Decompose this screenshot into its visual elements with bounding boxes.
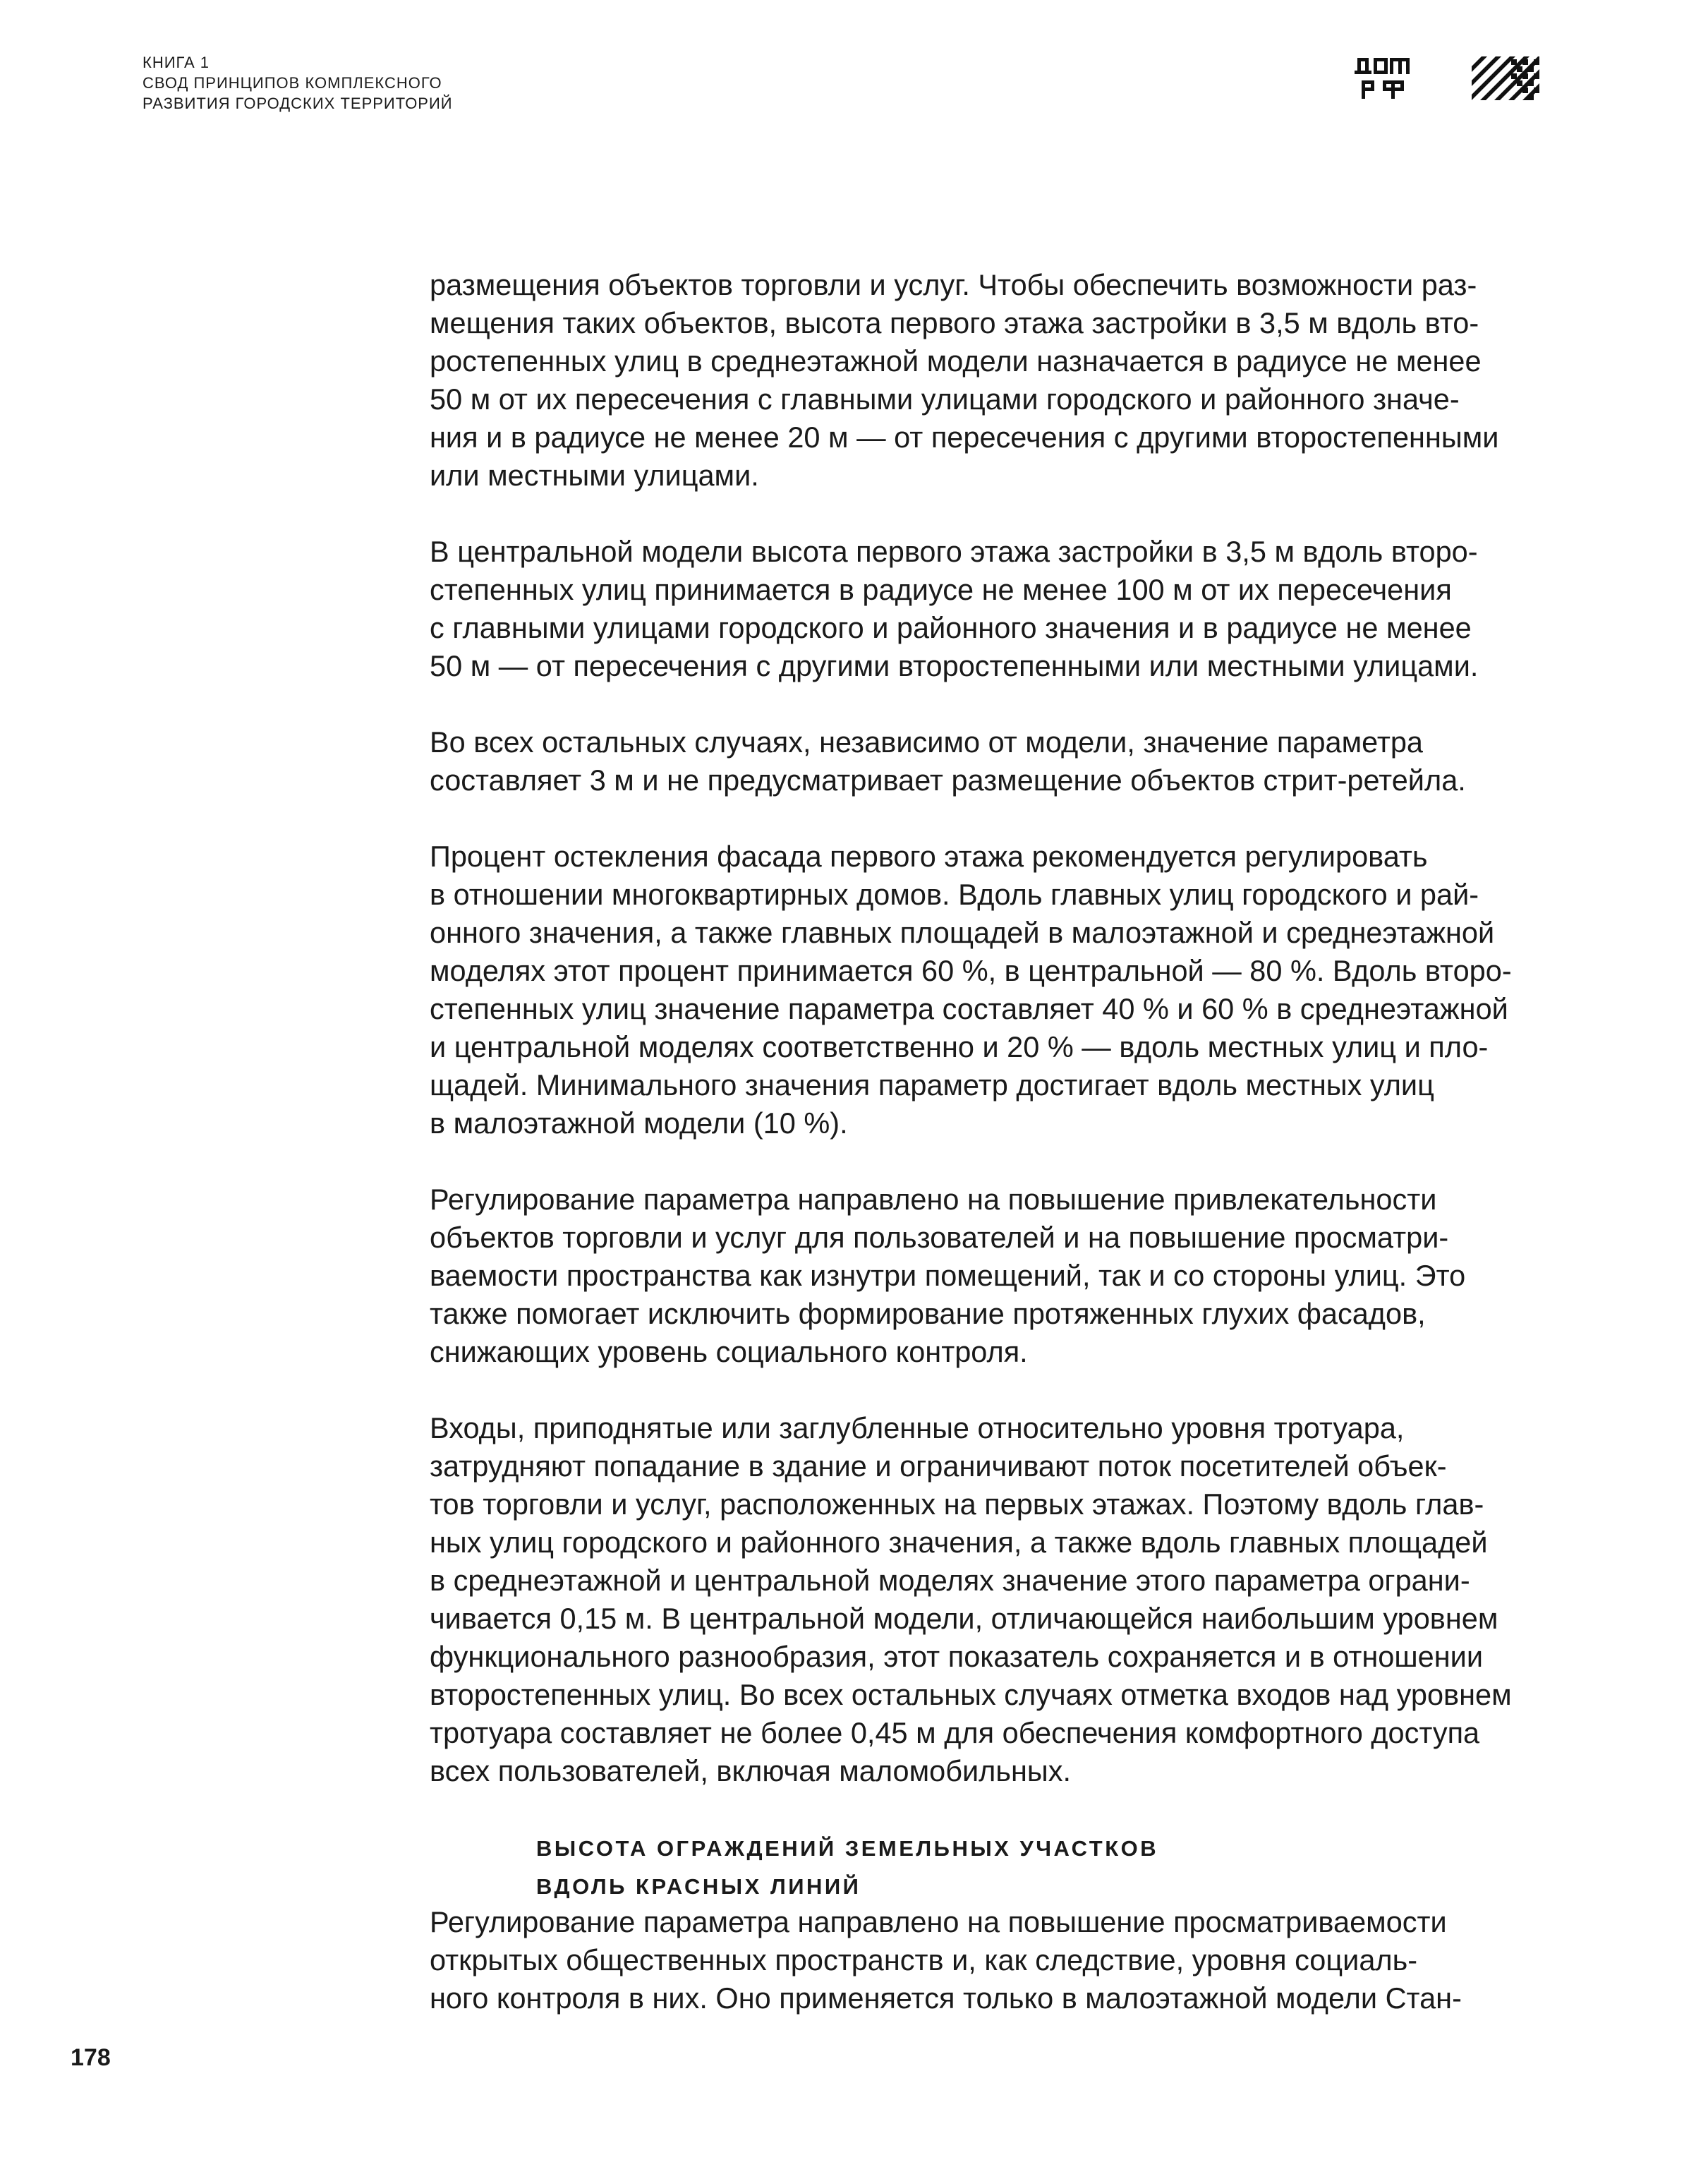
header-line-book: КНИГА 1 [143, 54, 210, 71]
text-line: всех пользователей, включая маломобильных. [430, 1754, 1072, 1787]
text-line: также помогает исключить формирование протяженных глухих фасадов, [430, 1297, 1426, 1330]
text-line: Во всех остальных случаях, независимо от модели, значение параметра [430, 725, 1424, 759]
dom-rf-logo [1355, 55, 1410, 100]
text-line: степенных улиц значение параметра составляет 40 % и 60 % в среднеэтажной [430, 992, 1508, 1025]
section-heading [536, 1828, 1544, 1906]
text-line: ного контроля в них. Оно применяется только в малоэтажной модели Стан- [430, 1981, 1462, 2015]
text-line: степенных улиц принимается в радиусе не менее 100 м от их пересечения [430, 573, 1452, 606]
text-line: онного значения, а также главных площадей в малоэтажной и среднеэтажной [430, 916, 1495, 949]
text-line: с главными улицами городского и районного значения и в радиусе не менее [430, 611, 1472, 644]
text-line: мещения таких объектов, высота первого этажа застройки в 3,5 м вдоль вто- [430, 306, 1479, 339]
text-line: Процент остекления фасада первого этажа рекомендуется регулировать [430, 840, 1428, 873]
text-line: ния и в радиусе не менее 20 м — от пересечения с другими второстепенными [430, 421, 1499, 454]
text-line: размещения объектов торговли и услуг. Чтобы обеспечить возможности раз- [430, 268, 1477, 301]
text-line: объектов торговли и услуг для пользователей и на повышение просматри- [430, 1221, 1449, 1254]
text-line: или местными улицами. [430, 459, 759, 492]
text-line: ростепенных улиц в среднеэтажной модели назначается в радиусе не менее [430, 344, 1482, 378]
header-line-title-2: РАЗВИТИЯ ГОРОДСКИХ ТЕРРИТОРИЙ [143, 95, 453, 112]
paragraph-1 [430, 266, 1544, 495]
header-line-title-1: СВОД ПРИНЦИПОВ КОМПЛЕКСНОГО [143, 74, 442, 92]
heading-line: ВЫСОТА ОГРАЖДЕНИЙ ЗЕМЕЛЬНЫХ УЧАСТКОВ [536, 1836, 1159, 1861]
section-paragraph [430, 1903, 1544, 2017]
text-line: открытых общественных пространств и, как следствие, уровня социаль- [430, 1943, 1418, 1976]
text-line: Регулирование параметра направлено на повышение привлекательности [430, 1183, 1437, 1216]
running-header [143, 52, 453, 114]
text-line: Входы, приподнятые или заглубленные относительно уровня тротуара, [430, 1411, 1405, 1444]
text-line: В центральной модели высота первого этажа застройки в 3,5 м вдоль второ- [430, 535, 1478, 568]
text-line: 50 м от их пересечения с главными улицами городского и районного значе- [430, 382, 1460, 416]
paragraph-2 [430, 533, 1544, 685]
heading-line: ВДОЛЬ КРАСНЫХ ЛИНИЙ [536, 1874, 861, 1899]
text-line: второстепенных улиц. Во всех остальных случаях отметка входов над уровнем [430, 1678, 1512, 1711]
diagonal-pattern-logo [1472, 56, 1539, 100]
text-line: в среднеэтажной и центральной моделях значение этого параметра ограни- [430, 1564, 1470, 1597]
text-line: 50 м — от пересечения с другими второстепенными или местными улицами. [430, 649, 1479, 682]
text-line: составляет 3 м и не предусматривает размещение объектов стрит-ретейла. [430, 763, 1466, 797]
text-line: тов торговли и услуг, расположенных на первых этажах. Поэтому вдоль глав- [430, 1487, 1484, 1521]
paragraph-3 [430, 723, 1544, 799]
paragraph-5 [430, 1181, 1544, 1371]
text-line: моделях этот процент принимается 60 %, в центральной — 80 %. Вдоль второ- [430, 954, 1512, 987]
paragraph-6 [430, 1409, 1544, 1790]
text-line: тротуара составляет не более 0,45 м для обеспечения комфортного доступа [430, 1716, 1480, 1749]
page-number: 178 [71, 2044, 111, 2071]
text-line: щадей. Минимального значения параметр достигает вдоль местных улиц [430, 1068, 1434, 1101]
body-text [430, 266, 1544, 2056]
paragraph-4 [430, 838, 1544, 1142]
text-line: чивается 0,15 м. В центральной модели, отличающейся наибольшим уровнем [430, 1602, 1498, 1635]
text-line: ных улиц городского и районного значения, а также вдоль главных площадей [430, 1526, 1488, 1559]
text-line: затрудняют попадание в здание и ограничивают поток посетителей объек- [430, 1449, 1447, 1483]
text-line: в малоэтажной модели (10 %). [430, 1106, 848, 1140]
text-line: в отношении многоквартирных домов. Вдоль главных улиц городского и рай- [430, 878, 1479, 911]
text-line: снижающих уровень социального контроля. [430, 1335, 1028, 1368]
text-line: Регулирование параметра направлено на повышение просматриваемости [430, 1905, 1447, 1938]
text-line: и центральной моделях соответственно и 20 % — вдоль местных улиц и пло- [430, 1030, 1489, 1063]
text-line: ваемости пространства как изнутри помещений, так и со стороны улиц. Это [430, 1259, 1466, 1292]
text-line: функционального разнообразия, этот показатель сохраняется и в отношении [430, 1640, 1484, 1673]
